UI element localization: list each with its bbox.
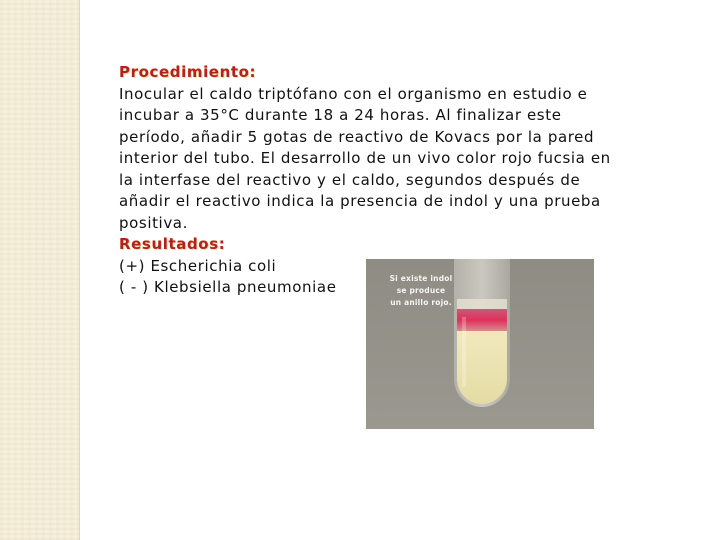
photo-caption [376,273,466,309]
decorative-sidebar [0,0,80,540]
caption-line: se produce [396,286,446,295]
results-heading: Resultados: [119,235,226,253]
procedure-line: añadir el reactivo indica la presencia de indol y una prueba [119,192,601,210]
caption-line: un anillo rojo. [390,298,452,307]
procedure-heading: Procedimiento: [119,63,257,81]
result-positive: (+) Escherichia coli [119,256,277,275]
caption-line: Si existe indol [389,274,453,283]
procedure-line: positiva. [119,213,188,232]
result-negative: ( - ) Klebsiella pneumoniae [119,278,337,296]
indole-test-tube-photo [366,259,594,429]
sidebar-divider [79,0,80,540]
procedure-line: la interfase del reactivo y el caldo, segundos después de [119,170,581,189]
procedure-line: incubar a 35°C durante 18 a 24 horas. Al finalizar este [119,106,562,124]
procedure-line: interior del tubo. El desarrollo de un vivo color rojo fucsia en [119,149,611,167]
procedure-line: Inocular el caldo triptófano con el organismo en estudio e [119,84,588,103]
procedure-line: período, añadir 5 gotas de reactivo de Kovacs por la pared [119,127,595,146]
